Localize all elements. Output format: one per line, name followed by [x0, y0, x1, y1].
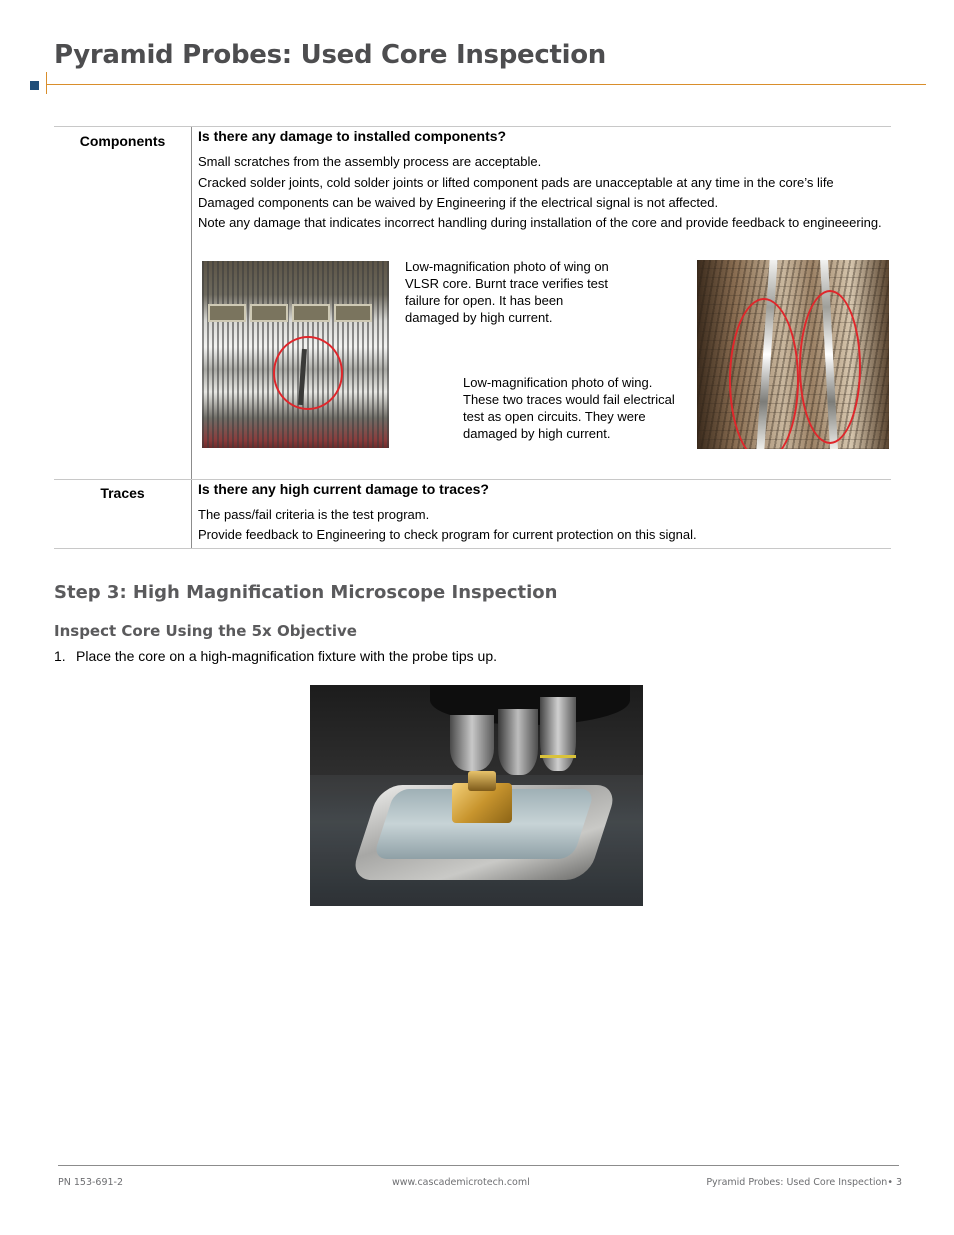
step-text: Place the core on a high-magnification fixture with the probe tips up.	[76, 648, 498, 664]
table-top-border	[54, 126, 891, 127]
section-subheading: Inspect Core Using the 5x Objective	[54, 622, 357, 640]
damage-highlight-ellipse	[729, 298, 799, 449]
objective-lens	[450, 715, 494, 771]
footer-page-label: Pyramid Probes: Used Core Inspection• 3	[706, 1177, 902, 1188]
burnt-trace-photo	[202, 261, 389, 448]
question-traces: Is there any high current damage to traces?	[198, 481, 489, 497]
probe-core-tip	[468, 771, 496, 791]
component-pad	[208, 304, 246, 322]
table-column-divider	[191, 127, 192, 479]
paragraph: The pass/fail criteria is the test program.	[198, 507, 430, 522]
component-pad	[250, 304, 288, 322]
paragraph: Damaged components can be waived by Engineering if the electrical signal is not affected.	[198, 195, 719, 210]
footer-website: www.cascademicrotech.coml	[392, 1177, 530, 1188]
page-title: Pyramid Probes: Used Core Inspection	[54, 40, 606, 70]
section-heading: Step 3: High Magnification Microscope Inspection	[54, 582, 558, 603]
damage-highlight-circle	[273, 336, 343, 410]
table-row-divider	[54, 479, 891, 480]
step-list-item	[54, 648, 497, 664]
damage-highlight-ellipse	[799, 290, 861, 444]
objective-lens	[498, 709, 538, 775]
title-rule	[46, 84, 926, 85]
objective-yellow-band	[540, 755, 576, 758]
row-label-components: Components	[79, 133, 166, 149]
title-marker	[30, 81, 39, 90]
step-number: 1.	[54, 648, 66, 664]
paragraph: Note any damage that indicates incorrect handling during installation of the core and provide feedback to engineeering.	[198, 215, 882, 230]
objective-lens	[540, 697, 576, 771]
component-pad	[334, 304, 372, 322]
damaged-traces-photo	[697, 260, 889, 449]
component-pad	[292, 304, 330, 322]
footer-rule	[58, 1165, 899, 1166]
question-components: Is there any damage to installed components?	[198, 128, 507, 144]
row-label-traces: Traces	[100, 485, 145, 501]
paragraph: Small scratches from the assembly process are acceptable.	[198, 154, 542, 169]
paragraph: Cracked solder joints, cold solder joints or lifted component pads are unacceptable at any time in the core’s life	[198, 175, 834, 190]
microscope-fixture-photo	[310, 685, 643, 906]
footer-part-number: PN 153-691-2	[58, 1177, 124, 1188]
photo-caption-two-traces: Low-magnification photo of wing. These two traces would fail electrical test as open circuits. They were damaged by high current.	[463, 375, 675, 441]
paragraph: Provide feedback to Engineering to check program for current protection on this signal.	[198, 527, 697, 542]
table-column-divider	[191, 480, 192, 548]
photo-caption-burnt-trace: Low-magnification photo of wing on VLSR core. Burnt trace verifies test failure for open. It has been damaged by high current.	[405, 259, 609, 325]
table-bottom-border	[54, 548, 891, 549]
title-tick-divider	[46, 72, 47, 94]
